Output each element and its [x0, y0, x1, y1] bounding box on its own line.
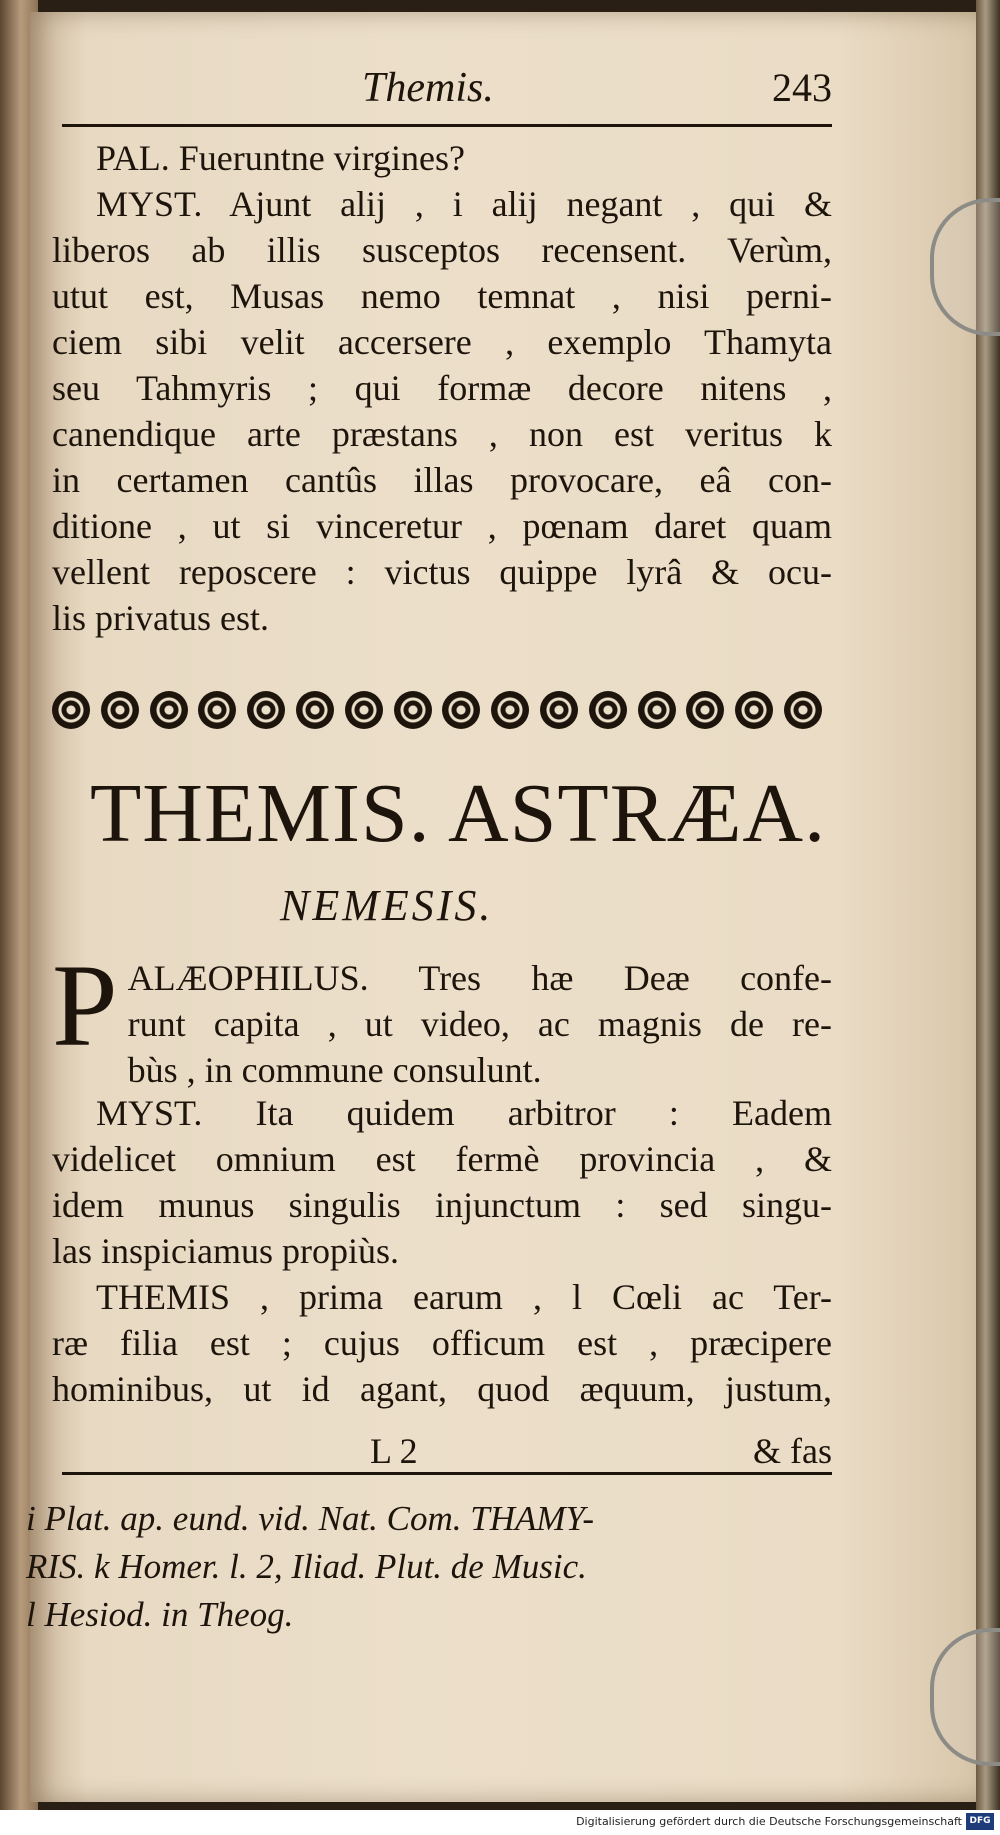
- header-rule: [62, 124, 832, 127]
- footnote-line: RIS. k Homer. l. 2, Iliad. Plut. de Music.: [26, 1547, 587, 1586]
- ornament-flower-icon: [52, 691, 90, 729]
- section-subtitle: NEMESIS.: [280, 881, 494, 930]
- text-line: seu Tahmyris ; qui formæ decore nitens ,: [52, 368, 832, 408]
- lower-text-block: [52, 1090, 832, 1412]
- ornament-flower-icon: [686, 691, 724, 729]
- footer-bar: [0, 1810, 1000, 1835]
- text-line: videlicet omnium est fermè provincia , &: [52, 1139, 832, 1179]
- text-line: liberos ab illis susceptos recensent. Verùm,: [52, 230, 832, 270]
- text-line: vellent reposcere : victus quippe lyrâ & ocu-: [52, 552, 832, 592]
- text-line: ditione , ut si vinceretur , pœnam daret quam: [52, 506, 832, 546]
- text-line: lis privatus est.: [52, 598, 269, 638]
- text-line: canendique arte præstans , non est veritus k: [52, 414, 832, 454]
- drop-cap: P: [52, 940, 118, 1071]
- ornament-flower-icon: [491, 691, 529, 729]
- text-line: bùs , in commune consulunt.: [127, 1050, 542, 1090]
- ornament-flower-icon: [589, 691, 627, 729]
- ornament-flower-icon: [247, 691, 285, 729]
- ornament-flower-icon: [296, 691, 334, 729]
- text-line: THEMIS , prima earum , l Cœli ac Ter-: [96, 1277, 832, 1317]
- footnote-line: l Hesiod. in Theog.: [26, 1595, 294, 1634]
- catch-line: [52, 1430, 832, 1470]
- text-line: MYST. Ajunt alij , i alij negant , qui &: [96, 184, 832, 224]
- page-number: 243: [772, 65, 832, 110]
- dfg-logo-icon: DFG: [966, 1813, 994, 1830]
- funding-credit: Digitalisierung gefördert durch die Deutsche Forschungsgemeinschaft: [576, 1815, 962, 1828]
- ornament-flower-icon: [198, 691, 236, 729]
- running-head: Themis.: [362, 65, 494, 111]
- footnote-line: i Plat. ap. eund. vid. Nat. Com. THAMY-: [26, 1499, 595, 1538]
- ornament-flower-icon: [101, 691, 139, 729]
- text-line: idem munus singulis injunctum : sed singu-: [52, 1185, 832, 1225]
- ornament-flower-icon: [735, 691, 773, 729]
- footnotes: [26, 1495, 816, 1639]
- ornament-flower-icon: [638, 691, 676, 729]
- text-line: hominibus, ut id agant, quod æquum, justum,: [52, 1369, 832, 1409]
- ornament-flower-icon: [442, 691, 480, 729]
- text-line: utut est, Musas nemo temnat , nisi perni-: [52, 276, 832, 316]
- ornament-flower-icon: [394, 691, 432, 729]
- text-line: MYST. Ita quidem arbitror : Eadem: [96, 1093, 832, 1133]
- ornament-flower-icon: [345, 691, 383, 729]
- section-title: THEMIS. ASTRÆA.: [90, 767, 827, 860]
- text-line: ræ filia est ; cujus officum est , præcipere: [52, 1323, 832, 1363]
- text-line: runt capita , ut video, ac magnis de re-: [127, 1004, 832, 1044]
- text-line: ciem sibi velit accersere , exemplo Thamyta: [52, 322, 832, 362]
- ornament-flower-icon: [540, 691, 578, 729]
- text-line: ALÆOPHILUS. Tres hæ Deæ confe-: [127, 958, 832, 998]
- ornament-flower-icon: [150, 691, 188, 729]
- catchword: & fas: [753, 1431, 832, 1471]
- text-line: in certamen cantûs illas provocare, eâ con-: [52, 460, 832, 500]
- footnote-rule: [62, 1472, 832, 1475]
- signature-mark: L 2: [370, 1431, 418, 1471]
- top-text-block: [52, 135, 832, 641]
- page-header: [62, 64, 832, 114]
- text-line: las inspiciamus propiùs.: [52, 1231, 399, 1271]
- text-line: PAL. Fueruntne virgines?: [96, 138, 465, 178]
- ornament-flower-icon: [784, 691, 822, 729]
- ornament-band: [52, 688, 822, 732]
- opening-paragraph: [52, 940, 832, 1093]
